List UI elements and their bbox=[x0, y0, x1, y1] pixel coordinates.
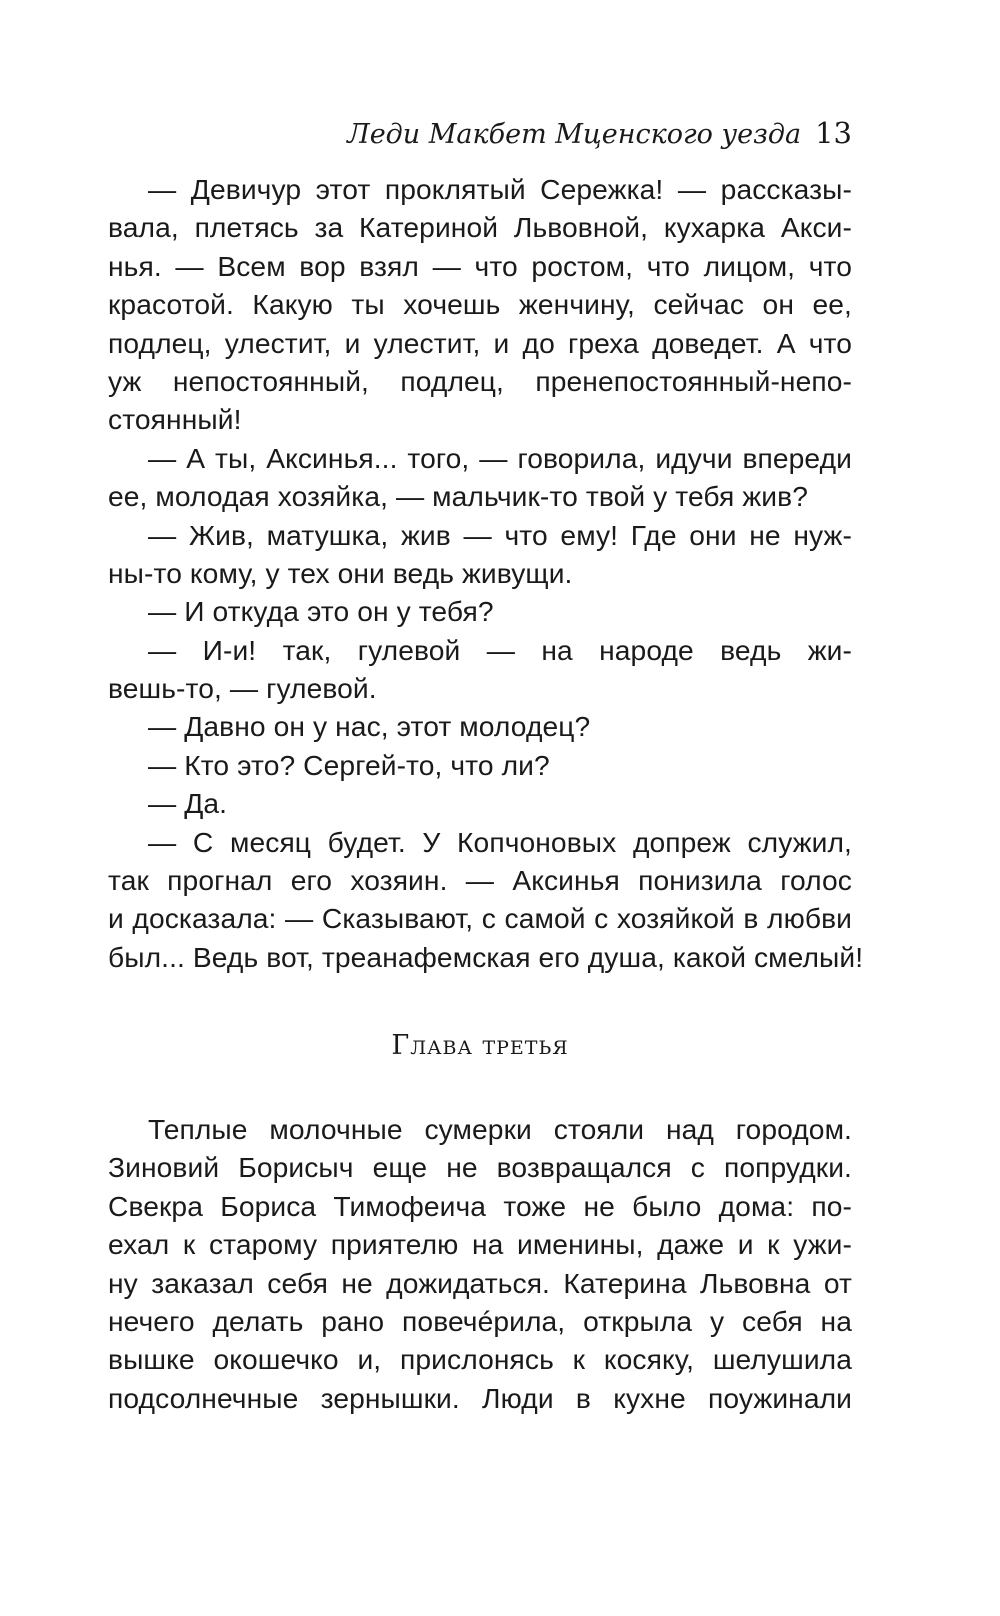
text-line: — Давно он у нас, этот молодец? bbox=[148, 710, 591, 743]
text-line: — Кто это? Сергей-то, что ли? bbox=[148, 748, 550, 781]
text-line: Свекра Бориса Тимофеича тоже не было дома: по- bbox=[108, 1189, 852, 1222]
text-line: ехал к старому приятелю на именины, даже и к ужи- bbox=[108, 1228, 852, 1261]
text-line: вала, плетясь за Катериной Львовной, кухарка Акси- bbox=[108, 211, 852, 244]
dialogue-block bbox=[108, 170, 864, 976]
page-number: 13 bbox=[815, 116, 852, 150]
text-line: — С месяц будет. У Копчоновых допреж служил, bbox=[148, 825, 852, 858]
text-line: вешь-то, — гулевой. bbox=[108, 672, 377, 705]
text-line: уж непостоянный, подлец, пренепостоянный-непо- bbox=[108, 364, 852, 397]
text-line: — Девичур этот проклятый Сережка! — рассказы- bbox=[148, 173, 852, 205]
text-line: стоянный! bbox=[108, 403, 242, 436]
running-title: Леди Макбет Мценского уезда bbox=[347, 119, 802, 150]
book-page bbox=[108, 0, 864, 1616]
text-line: так прогнал его хозяин. — Аксинья понизила голос bbox=[108, 864, 852, 897]
text-line: нечего делать рано повечéрила, открыла у себя на bbox=[108, 1304, 852, 1337]
text-line: красотой. Какую ты хочешь женчину, сейчас он ее, bbox=[108, 288, 852, 321]
text-line: подлец, улестит, и улестит, и до греха доведет. А что bbox=[108, 326, 852, 359]
text-line: — А ты, Аксинья... того, — говорила, идучи впереди bbox=[148, 441, 852, 474]
text-line: — И-и! так, гулевой — на народе ведь жи- bbox=[148, 633, 852, 666]
text-line: — Да. bbox=[148, 787, 228, 820]
text-line: — Жив, матушка, жив — что ему! Где они не нуж- bbox=[148, 518, 852, 551]
text-line: — И откуда это он у тебя? bbox=[148, 595, 494, 628]
text-line: ны-то кому, у тех они ведь живущи. bbox=[108, 556, 573, 589]
text-line: Теплые молочные сумерки стояли над городом. bbox=[148, 1113, 852, 1145]
text-line: подсолнечные зернышки. Люди в кухне поужинали bbox=[108, 1381, 852, 1414]
text-line: ее, молодая хозяйка, — мальчик-то твой у тебя жив? bbox=[108, 480, 808, 513]
running-header bbox=[347, 116, 852, 150]
text-line: ну заказал себя не дожидаться. Катерина Львовна от bbox=[108, 1266, 852, 1299]
chapter-text-block bbox=[108, 1110, 852, 1417]
text-line: нья. — Всем вор взял — что ростом, что лицом, что bbox=[108, 249, 852, 282]
text-line: Зиновий Борисыч еще не возвращался с попрудки. bbox=[108, 1151, 852, 1184]
chapter-title: Глава третья bbox=[391, 1030, 569, 1061]
text-line: вышке окошечко и, прислонясь к косяку, шелушила bbox=[108, 1343, 852, 1376]
text-line: и досказала: — Сказывают, с самой с хозяйкой в любви bbox=[108, 902, 852, 935]
text-line: был... Ведь вот, треанафемская его душа, какой смелый! bbox=[108, 940, 864, 973]
